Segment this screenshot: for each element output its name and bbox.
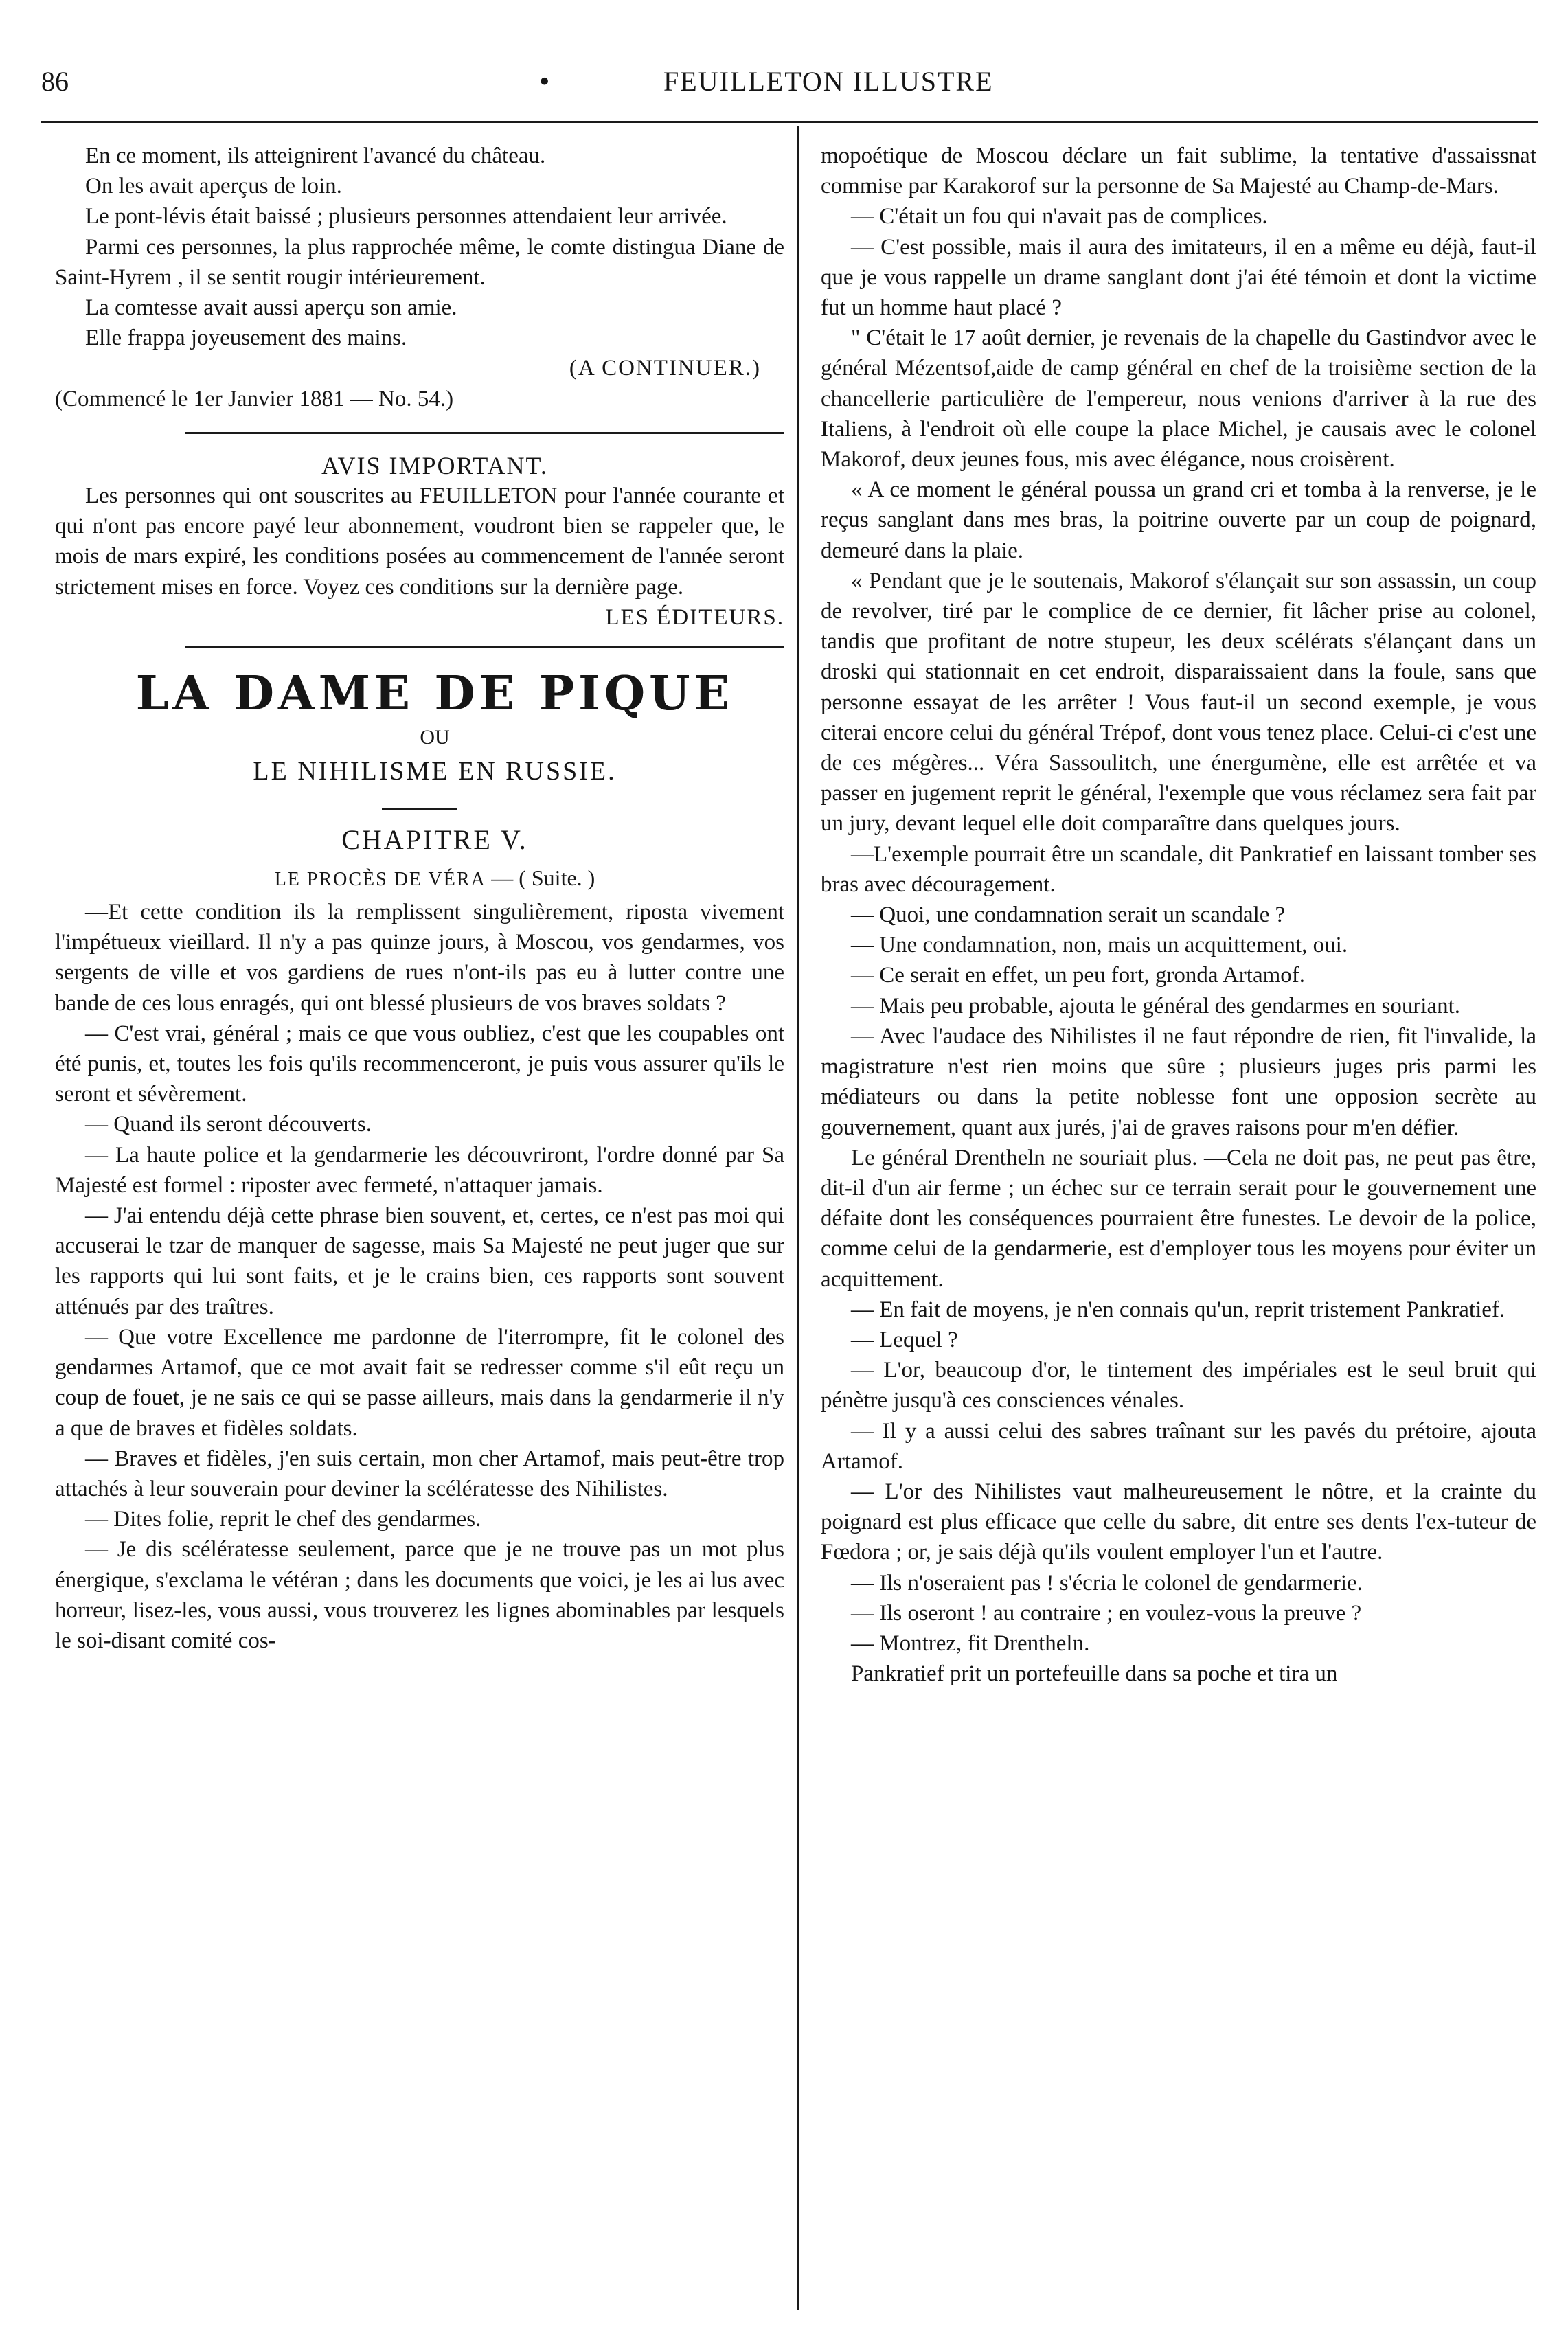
page-header: [41, 65, 1538, 113]
story-paragraph: — Avec l'audace des Nihilistes il ne faut répondre de rien, fit l'invalide, la magistrature n'est rien moins que sûre ; plusieurs juges pris parmi les médiateurs ou dans la petite noblesse font une opposion secrète au gouvernement, quant aux jurés, j'ai de graves raisons pour m'en défier.: [821, 1023, 1536, 1140]
column-divider: [797, 126, 799, 2310]
story-paragraph: —Et cette condition ils la remplissent singulièrement, riposta vivement l'impétueux vieillard. Il n'y a pas quinze jours, à Moscou, vos gendarmes, vos sergents de ville et vos gardiens de rues n'ont-ils pas eu à lutter contre une bande de ces lous enragés, qui ont blessé plusieurs de vos braves soldats ?: [55, 900, 784, 1016]
story-paragraph: — C'était un fou qui n'avait pas de complices.: [851, 204, 1268, 229]
story-paragraph: — Lequel ?: [851, 1327, 958, 1352]
story-paragraph: — La haute police et la gendarmerie les découvriront, l'ordre donné par Sa Majesté est formel : riposter avec fermeté, n'attaquer jamais.: [55, 1142, 784, 1198]
intro-paragraph: On les avait aperçus de loin.: [85, 174, 342, 199]
story-paragraph: mopoétique de Moscou déclare un fait sublime, la tentative d'assaissnat commise par Karakorof sur la personne de Sa Majesté au Champ-de-Mars.: [821, 144, 1536, 199]
right-column: [821, 141, 1536, 1689]
chapter-heading: CHAPITRE V.: [341, 824, 528, 856]
story-title: LA DAME DE PIQUE: [135, 666, 734, 722]
story-paragraph: — Braves et fidèles, j'en suis certain, mon cher Artamof, mais peut-être trop attachés à leur souverain pour deviner la scélératesse des Nihilistes.: [55, 1446, 784, 1501]
story-paragraph: « A ce moment le général poussa un grand cri et tomba à la renverse, je le reçus sanglant dans mes bras, la poitrine ouverte par un coup de poignard, demeuré dans la plaie.: [821, 477, 1536, 563]
chapter-subheading-title: LE PROCÈS DE VÉRA: [274, 869, 486, 891]
intro-paragraph: La comtesse avait aussi aperçu son amie.: [85, 295, 457, 321]
story-paragraph: — Mais peu probable, ajouta le général des gendarmes en souriant.: [851, 993, 1461, 1019]
intro-paragraph: Parmi ces personnes, la plus rapprochée même, le comte distingua Diane de Saint-Hyrem , il se sentit rougir intérieurement.: [55, 234, 784, 290]
title-connector: OU: [420, 726, 450, 749]
story-paragraph: « Pendant que je le soutenais, Makorof s'élançait sur son assassin, un coup de revolver, tiré par le complice de ce dernier, fit lâcher prise au colonel, tandis que profitant de notre stupeur, les deux scélérats s'élançant dans un droski qui stationnait en cet endroit, disparaissaient dans la foule, sans que personne essayat de les arrêter ! Vous faut-il un second exemple, je vous citerai encore celui du général Trépof, dont vous tenez place. Celui-ci c'est une de ces mégères... Véra Sassoulitch, une énergumène, elle est arrêtée et va passer en jugement reprit le général, l'exemple que vous réclamez sera fait par un jury, devant lequel elle doit comparaître dans quelques jours.: [821, 568, 1536, 837]
story-paragraph: — L'or des Nihilistes vaut malheureusement le nôtre, et la crainte du poignard est plus efficace que celle du sabre, dit entre ses dents l'ex-tuteur de Fœdora ; or, je sais déjà qu'ils voulent employer l'un et l'autre.: [821, 1479, 1536, 1565]
story-paragraph: — Il y a aussi celui des sabres traînant sur les pavés du prétoire, ajouta Artamof.: [821, 1418, 1536, 1474]
intro-paragraph: Elle frappa joyeusement des mains.: [85, 326, 407, 351]
story-paragraph: —L'exemple pourrait être un scandale, dit Pankratief en laissant tomber ses bras avec découragement.: [821, 841, 1536, 897]
story-paragraph: — Une condamnation, non, mais un acquittement, oui.: [851, 933, 1348, 958]
story-paragraph: Pankratief prit un portefeuille dans sa poche et tira un: [851, 1661, 1338, 1687]
story-paragraph: — Montrez, fit Drentheln.: [851, 1630, 1090, 1656]
notice-title: AVIS IMPORTANT.: [321, 451, 548, 479]
notice-text: Les personnes qui ont souscrites au FEUILLETON pour l'année courante et qui n'ont pas encore payé leur abonnement, voudront bien se rappeler que, le mois de mars expiré, les conditions posées au commencement de l'année seront strictement mises en force. Voyez ces conditions sur la dernière page.: [55, 484, 784, 600]
page-number: 86: [41, 66, 69, 97]
story-paragraph: " C'était le 17 août dernier, je revenais de la chapelle du Gastindvor avec le général Mézentsof,aide de camp général en chef de la troisième section de la chancellerie particulière de l'empereur, nous venions d'arriver à la rue des Italiens, à l'endroit où elle coupe la place Michel, je causais avec le colonel Makorof, deux jeunes fous, mis avec élégance, nous croisèrent.: [821, 326, 1536, 473]
story-paragraph: — J'ai entendu déjà cette phrase bien souvent, et, certes, ce n'est pas moi qui accuserai le tzar de manquer de sagesse, mais Sa Majesté ne peut juger que sur les rapports qui lui sont faits, et je le crains bien, ces rapports sont souvent atténués par des traîtres.: [55, 1203, 784, 1319]
header-bullet: •: [539, 65, 550, 98]
story-paragraph: — Quand ils seront découverts.: [85, 1112, 372, 1137]
story-paragraph: — C'est possible, mais il aura des imitateurs, il en a même eu déjà, faut-il que je vous rappelle un drame sanglant dont j'ai été témoin et dont la victime fut un homme haut placé ?: [821, 234, 1536, 321]
section-rule: [185, 432, 784, 434]
chapter-subheading: [55, 861, 784, 897]
story-subtitle: LE NIHILISME EN RUSSIE.: [253, 757, 617, 786]
section-rule: [185, 646, 784, 648]
story-paragraph: Le général Drentheln ne souriait plus. —Cela ne doit pas, ne peut pas être, dit-il d'un air ferme ; un échec sur ce terrain serait pour le gouvernement une défaite dont les conséquences pourraient être funestes. Le devoir de la police, comme celui de la gendarmerie, est d'employer tous les moyens pour éviter un acquittement.: [821, 1145, 1536, 1292]
story-paragraph: — Ils oseront ! au contraire ; en voulez-vous la preuve ?: [851, 1600, 1362, 1626]
publishers-signature: LES ÉDITEURS.: [605, 604, 784, 630]
story-paragraph: — C'est vrai, général ; mais ce que vous oubliez, c'est que les coupables ont été punis, et, toutes les fois qu'ils recommenceront, je puis vous assurer qu'ils le seront et sévèrement.: [55, 1021, 784, 1107]
story-paragraph: — Quoi, une condamnation serait un scandale ?: [851, 902, 1286, 928]
intro-paragraph: En ce moment, ils atteignirent l'avancé du château.: [85, 144, 546, 168]
publication-title: FEUILLETON ILLUSTRE: [663, 66, 994, 97]
serial-start-note: (Commencé le 1er Janvier 1881 — No. 54.): [55, 386, 454, 411]
to-be-continued: (A CONTINUER.): [569, 356, 761, 381]
story-paragraph: — Que votre Excellence me pardonne de l'iterrompre, fit le colonel des gendarmes Artamof, que ce mot avait fait se redresser comme s'il eût reçu un coup de fouet, je ne sais ce qui se passe ailleurs, mais dans la gendarmerie il n'y a que de braves et fidèles soldats.: [55, 1324, 784, 1441]
left-column: [55, 141, 784, 1656]
story-paragraph: — Ils n'oseraient pas ! s'écria le colonel de gendarmerie.: [851, 1570, 1363, 1595]
story-paragraph: — Dites folie, reprit le chef des gendarmes.: [85, 1507, 481, 1532]
story-paragraph: — Je dis scélératesse seulement, parce que je ne trouve pas un mot plus énergique, s'exclama le vétéran ; dans les documents que voici, je les ai lus avec horreur, lisez-les, vous aussi, vous trouverez les lignes abominables par lesquels le soi-disant comité cos-: [55, 1537, 784, 1653]
story-paragraph: — En fait de moyens, je n'en connais qu'un, reprit tristement Pankratief.: [851, 1297, 1505, 1322]
chapter-subheading-suite: — ( Suite. ): [491, 865, 595, 891]
title-bar: [382, 808, 457, 810]
story-paragraph: — Ce serait en effet, un peu fort, gronda Artamof.: [851, 963, 1306, 988]
intro-paragraph: Le pont-lévis était baissé ; plusieurs personnes attendaient leur arrivée.: [85, 204, 727, 229]
story-paragraph: — L'or, beaucoup d'or, le tintement des impériales est le seul bruit qui pénètre jusqu'à ces consciences vénales.: [821, 1358, 1536, 1413]
header-rule: [41, 121, 1538, 123]
